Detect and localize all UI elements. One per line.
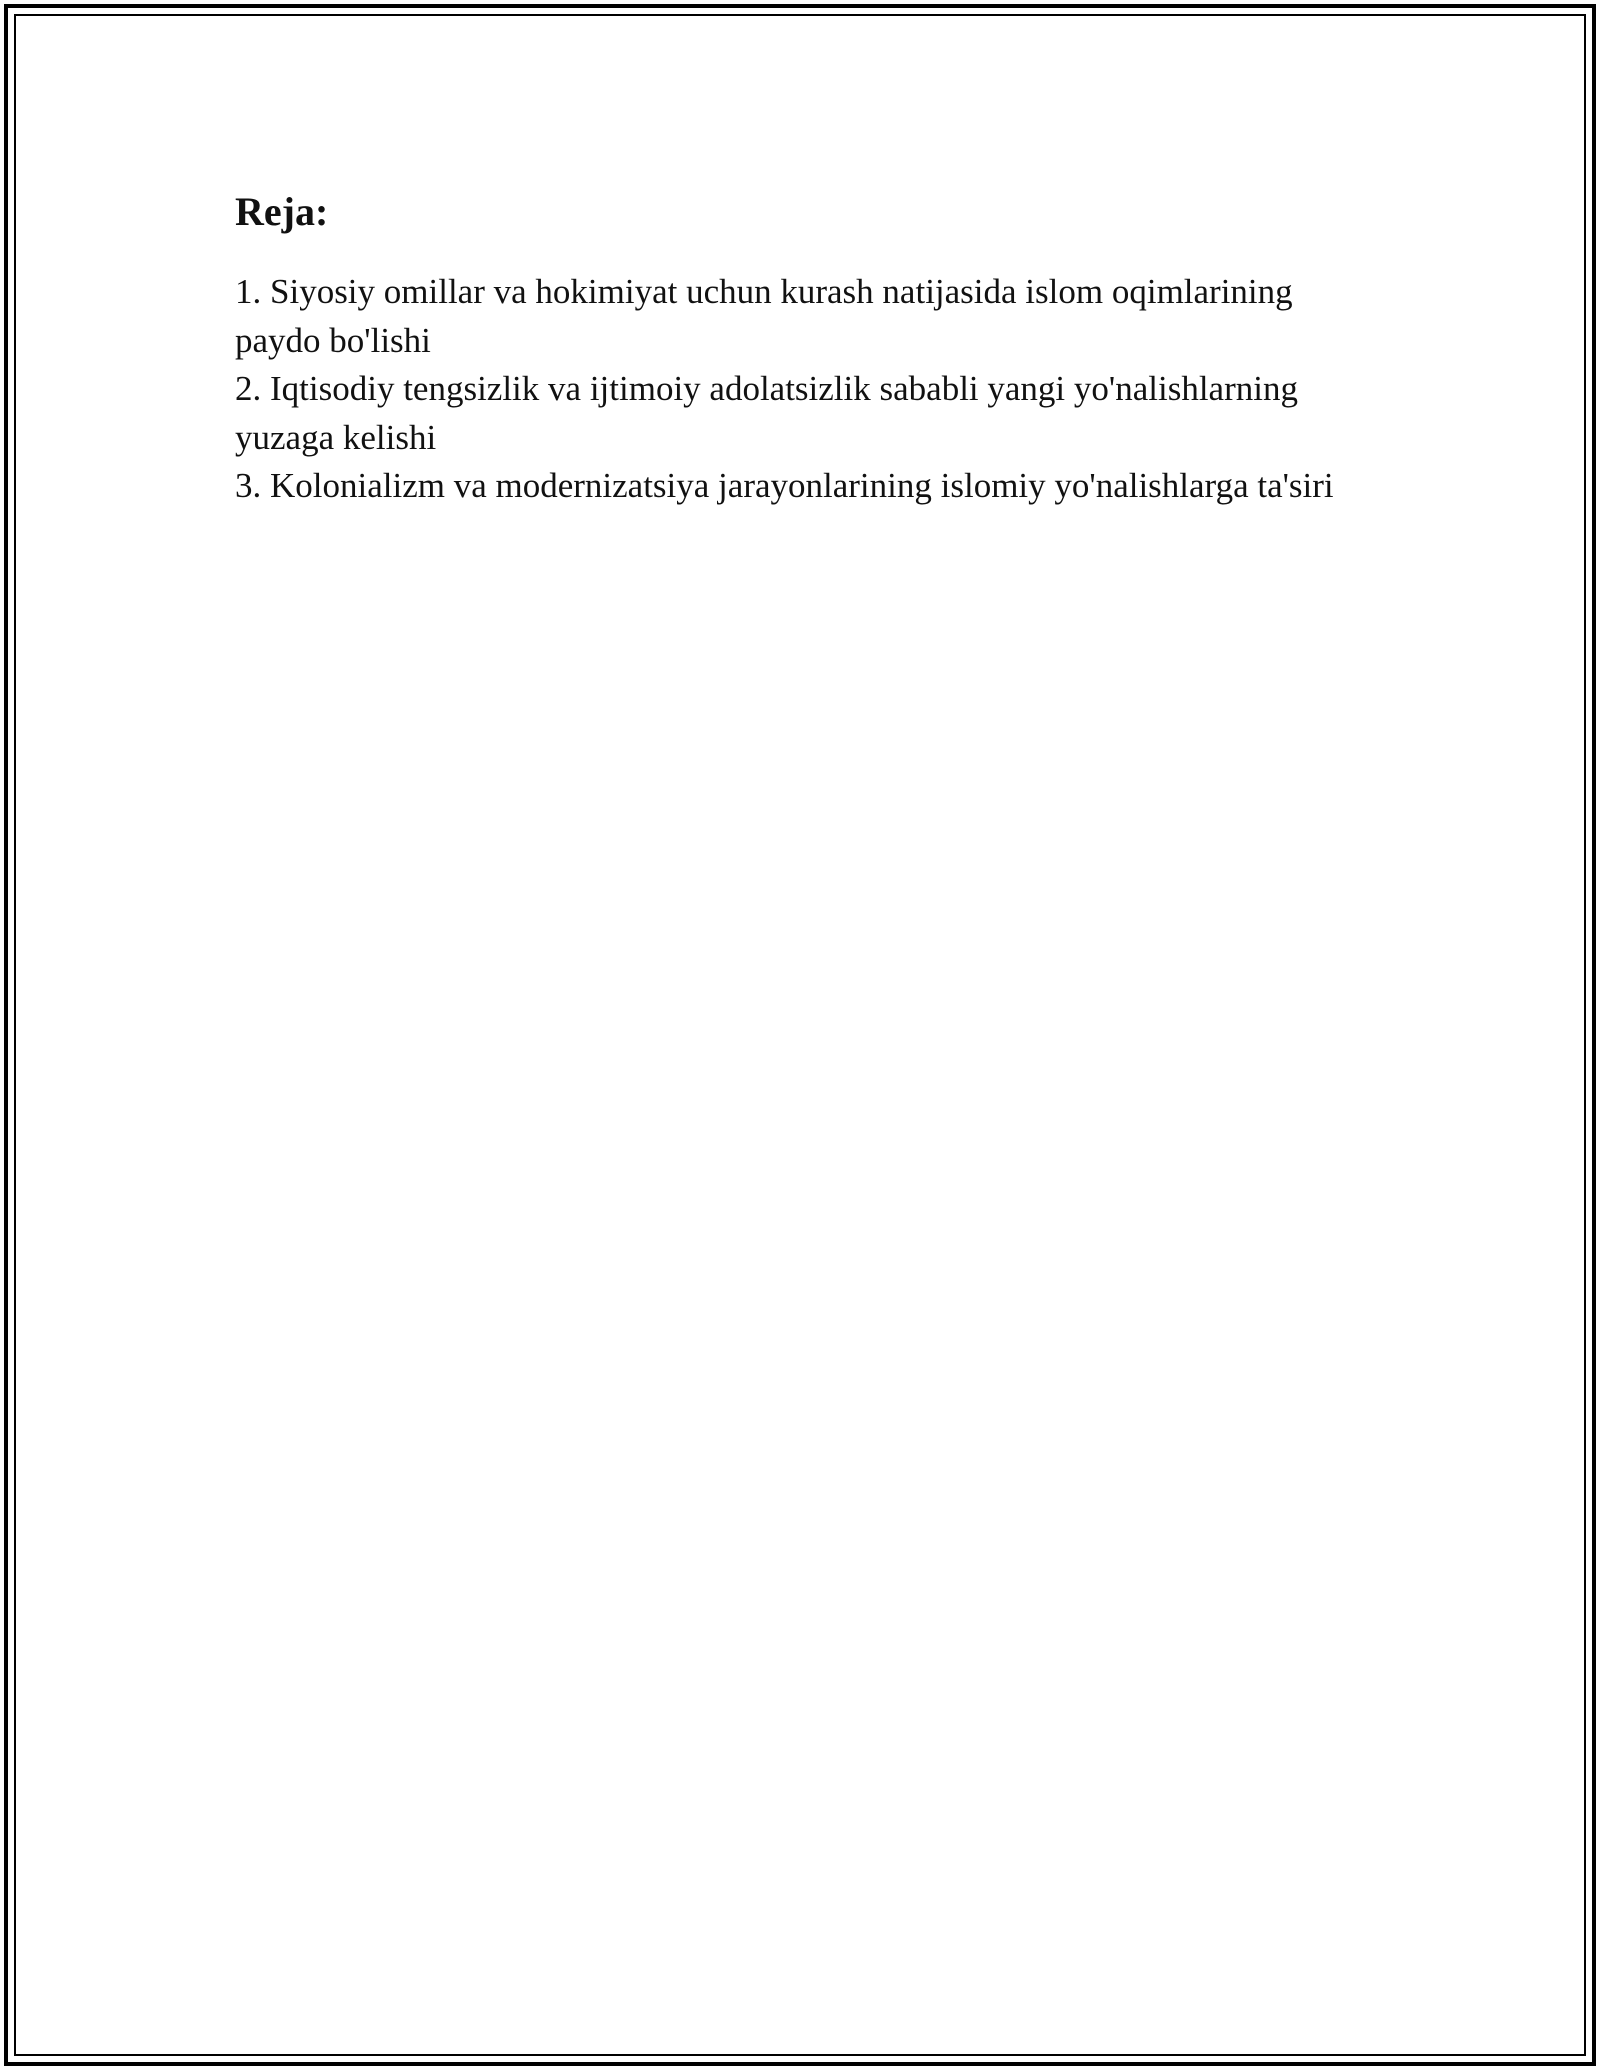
plan-list (235, 268, 1365, 511)
plan-item-3: 3. Kolonializm va modernizatsiya jarayonlarining islomiy yo'nalishlarga ta'siri (235, 466, 1334, 505)
plan-item-1: 1. Siyosiy omillar va hokimiyat uchun kurash natijasida islom oqimlarining paydo bo'lishi (235, 272, 1293, 360)
document-content (235, 186, 1365, 511)
plan-item-2: 2. Iqtisodiy tengsizlik va ijtimoiy adolatsizlik sababli yangi yo'nalishlarning yuzaga kelishi (235, 369, 1298, 457)
plan-title: Reja: (235, 189, 329, 234)
